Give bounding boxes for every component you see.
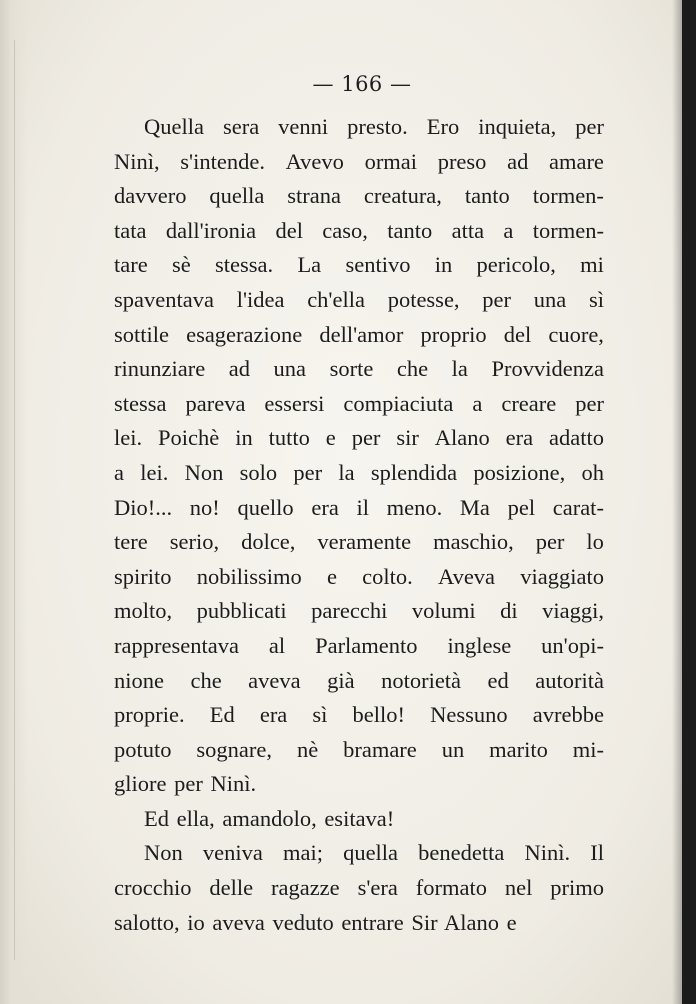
word: ch'ella [307, 286, 365, 312]
text-line [114, 698, 604, 733]
text-line [114, 560, 604, 595]
text-line [114, 491, 604, 526]
word: Ninì. [524, 840, 571, 866]
word: amare [548, 148, 604, 174]
page-number: — 166 — [312, 72, 412, 96]
paragraph [114, 110, 604, 802]
word: sottile [114, 321, 169, 347]
word: spirito [114, 563, 172, 589]
word: Provvidenza [491, 356, 604, 382]
word: davvero [114, 183, 187, 209]
word: s'intende. [180, 148, 265, 174]
word: proprie. [114, 702, 185, 728]
word: Non [184, 459, 224, 485]
word: e [326, 563, 337, 589]
text-line [114, 871, 604, 906]
text-line: Ed ella, amandolo, esitava! [144, 805, 395, 831]
word: in [434, 252, 453, 278]
word: primo [550, 875, 604, 901]
word: dell'amor [319, 321, 404, 347]
word: spaventava [114, 286, 214, 312]
word: a [503, 217, 514, 243]
word: strana [287, 183, 341, 209]
word: di [500, 598, 518, 624]
word: la [338, 459, 355, 485]
word: veramente [317, 529, 412, 555]
text-line [114, 456, 604, 491]
word: tanto [464, 183, 510, 209]
word: del [275, 217, 303, 243]
word: oh [581, 459, 604, 485]
word: l'idea [236, 286, 285, 312]
word: inglese [447, 632, 512, 658]
word: potuto [114, 736, 172, 762]
word: tutto [268, 425, 310, 451]
word: stessa. [215, 252, 274, 278]
word: proprio [420, 321, 487, 347]
text-line [114, 836, 604, 871]
word: esagerazione [186, 321, 303, 347]
word: adatto [549, 425, 604, 451]
word: posizione, [473, 459, 566, 485]
word: crocchio [114, 875, 192, 901]
paragraph [114, 836, 604, 940]
text-line: salotto, io aveva veduto entrare Sir Alano e [114, 909, 517, 935]
word: maschio, [433, 529, 514, 555]
word: creatura, [363, 183, 442, 209]
word: venni [278, 114, 329, 139]
word: tare [114, 252, 148, 278]
word: solo [239, 459, 278, 485]
word: Alano [434, 425, 490, 451]
word: Nessuno [430, 702, 508, 728]
word: dolce, [241, 529, 296, 555]
page-right-edge [682, 0, 696, 1004]
word: era [259, 702, 288, 728]
word: ed [487, 667, 509, 693]
word: ragazze [270, 875, 340, 901]
word: sorte [329, 356, 374, 382]
word: parecchi [311, 598, 388, 624]
word: inquieta, [478, 114, 557, 139]
word: Dio!... [114, 494, 173, 520]
word: pareva [185, 390, 246, 416]
word: sì [588, 286, 604, 312]
body-text [114, 110, 604, 940]
word: sì [312, 702, 328, 728]
text-line [114, 318, 604, 353]
word: una [533, 286, 567, 312]
word: meno. [386, 494, 443, 520]
word: marito [489, 736, 548, 762]
word: per [293, 459, 323, 485]
word: pubblicati [196, 598, 287, 624]
word: sognare, [196, 736, 273, 762]
word: per [351, 425, 381, 451]
word: presto. [347, 114, 408, 139]
word: era [505, 425, 534, 451]
text-line [114, 387, 604, 422]
word: Ninì, [114, 148, 160, 174]
word: in [235, 425, 253, 451]
word: a [472, 390, 483, 416]
word: Non [144, 840, 183, 866]
word: quella [209, 183, 265, 209]
word: che [190, 667, 222, 693]
word: Ma [459, 494, 490, 520]
word: nè [296, 736, 319, 762]
word: s'era [357, 875, 398, 901]
word: Ed [209, 702, 235, 728]
word: al [268, 632, 286, 658]
word: creare [501, 390, 557, 416]
word: cuore, [548, 321, 604, 347]
word: sè [172, 252, 191, 278]
text-line [114, 421, 604, 456]
word: compiaciuta [343, 390, 454, 416]
word: già [327, 667, 355, 693]
word: tormen- [532, 217, 604, 243]
word: che [396, 356, 429, 382]
word: e [325, 425, 336, 451]
word: lei. [114, 425, 143, 451]
word: La [297, 252, 322, 278]
word: autorità [535, 667, 604, 693]
text-line [114, 733, 604, 768]
text-line [114, 594, 604, 629]
word: mi [580, 252, 604, 278]
text-line [114, 110, 604, 145]
word: atta [451, 217, 485, 243]
word: una [273, 356, 307, 382]
word: tormen- [532, 183, 604, 209]
text-line [114, 179, 604, 214]
word: quello [237, 494, 294, 520]
word: Quella [144, 114, 204, 139]
text-line [114, 248, 604, 283]
word: pel [507, 494, 536, 520]
text-line [114, 664, 604, 699]
word: era [311, 494, 339, 520]
word: potesse, [387, 286, 460, 312]
word: serio, [169, 529, 220, 555]
word: volumi [411, 598, 476, 624]
text-line [114, 525, 604, 560]
word: bello! [352, 702, 406, 728]
word: molto, [114, 598, 173, 624]
text-line [114, 283, 604, 318]
word: caso, [322, 217, 368, 243]
word: rinunziare [114, 356, 206, 382]
paragraph [114, 802, 604, 837]
word: sir [396, 425, 419, 451]
word: essersi [264, 390, 325, 416]
page-fold-line [14, 40, 15, 960]
word: pericolo, [476, 252, 556, 278]
word: quella [343, 840, 399, 866]
word: ad [507, 148, 529, 174]
word: Aveva [437, 563, 496, 589]
text-line [114, 145, 604, 180]
page-right-shadow [672, 0, 682, 1004]
word: Il [590, 840, 604, 866]
word: nobilissimo [196, 563, 302, 589]
word: ormai [364, 148, 418, 174]
word: Avevo [285, 148, 344, 174]
text-line: gliore per Ninì. [114, 771, 257, 797]
word: Ero [426, 114, 460, 139]
word: un'opi- [541, 632, 604, 658]
word: preso [437, 148, 487, 174]
word: nel [504, 875, 533, 901]
word: nione [114, 667, 164, 693]
word: no! [189, 494, 220, 520]
word: un [441, 736, 465, 762]
word: per [535, 529, 565, 555]
word: Poichè [158, 425, 220, 451]
word: lei. [140, 459, 169, 485]
word: a [114, 459, 124, 485]
word: veniva [202, 840, 263, 866]
word: mi- [572, 736, 604, 762]
word: ad [228, 356, 250, 382]
word: mai; [282, 840, 323, 866]
word: dall'ironia [165, 217, 257, 243]
word: lo [586, 529, 604, 555]
word: rappresentava [114, 632, 239, 658]
word: viaggiato [520, 563, 604, 589]
word: sentivo [345, 252, 411, 278]
text-line [114, 214, 604, 249]
word: colto. [362, 563, 413, 589]
word: il [356, 494, 369, 520]
word: notorietà [381, 667, 462, 693]
word: bramare [343, 736, 417, 762]
text-line [114, 352, 604, 387]
word: tanto [387, 217, 433, 243]
word: formato [415, 875, 487, 901]
word: la [451, 356, 468, 382]
word: splendida [370, 459, 458, 485]
word: per [482, 286, 512, 312]
word: carat- [552, 494, 604, 520]
word: per [575, 390, 604, 416]
word: sera [222, 114, 260, 139]
word: aveva [248, 667, 301, 693]
word: tata [114, 217, 147, 243]
word: viaggi, [542, 598, 604, 624]
word: stessa [114, 390, 167, 416]
text-line [114, 629, 604, 664]
word: delle [209, 875, 254, 901]
word: del [503, 321, 532, 347]
word: benedetta [418, 840, 505, 866]
word: avrebbe [532, 702, 604, 728]
word: per [575, 114, 604, 139]
word: tere [114, 529, 148, 555]
word: Parlamento [315, 632, 418, 658]
